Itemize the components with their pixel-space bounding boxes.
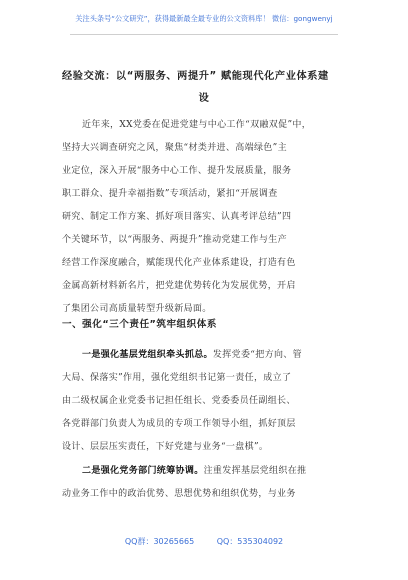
paragraph-line: 职工群众、提升幸福指数”专项活动，紧扣“开展调查	[62, 189, 278, 199]
footer-qq: QQ：535304092	[216, 537, 284, 546]
paragraph-line	[62, 344, 352, 367]
document-title	[62, 66, 346, 110]
paragraph-line: 经营工作深度融合，赋能现代化产业体系建设，打造有色	[62, 258, 296, 268]
paragraph-line: 了集团公司高质量转型升级新局面。	[62, 304, 212, 314]
paragraph-line: 研究、制定工作方案、抓好项目落实、认真考评总结”四	[62, 212, 292, 222]
paragraph-line: 业定位，深入开展“服务中心工作、提升发展质量，服务	[62, 166, 292, 176]
paragraph-line: 金属高新材料新名片，把党建优势转化为发展优势，开启	[62, 281, 296, 291]
paragraph-line: 设计、层层压实责任，下好党建与业务“一盘棋”。	[62, 442, 269, 452]
paragraph-line: 各党群部门负责人为成员的专项工作领导小组，抓好顶层	[62, 419, 296, 429]
paragraph-line: 由二级权属企业党委书记担任组长、党委委员任副组长、	[62, 396, 296, 406]
paragraph-line: 个关键环节，以“两服务、两提升”推动党建工作与生产	[62, 235, 287, 245]
title-line-2: 设	[198, 93, 210, 104]
top-banner: 关注头条号“公文研究”，获得最新最全最专业的公文资料库！ 微信：gongwenyj	[75, 14, 333, 23]
lead-sentence: 二是强化党务部门统筹协调。	[82, 466, 204, 476]
lead-sentence: 一是强化基层党组织牵头抓总。	[82, 350, 213, 360]
paragraph-intro	[62, 114, 352, 321]
paragraph-line: 近年来，XX党委在促进党建与中心工作“双融双促”中，	[82, 120, 312, 130]
paragraph-section1-1	[62, 344, 352, 459]
paragraph-line	[62, 460, 352, 483]
paragraph-line: 坚持大兴调查研究之风，聚焦“材类并进、高端绿色”主	[62, 143, 287, 153]
lead-rest: 注重发挥基层党组织在推	[203, 466, 307, 476]
section-heading-1: 一、强化“三个责任”筑牢组织体系	[62, 319, 217, 330]
title-line-1: 经验交流：以“两服务、两提升” 赋能现代化产业体系建	[62, 71, 329, 82]
lead-rest: 发挥党委“把方向、管	[212, 350, 303, 360]
paragraph-section1-2	[62, 460, 352, 506]
paragraph-line: 动业务工作中的政治优势、思想优势和组织优势，与业务	[62, 489, 296, 499]
footer-qq-group: QQ群：30265665	[124, 537, 195, 546]
header-divider	[70, 34, 338, 35]
paragraph-line: 大局、保落实”作用，强化党组织书记第一责任，成立了	[62, 373, 292, 383]
footer-contact	[0, 536, 408, 547]
